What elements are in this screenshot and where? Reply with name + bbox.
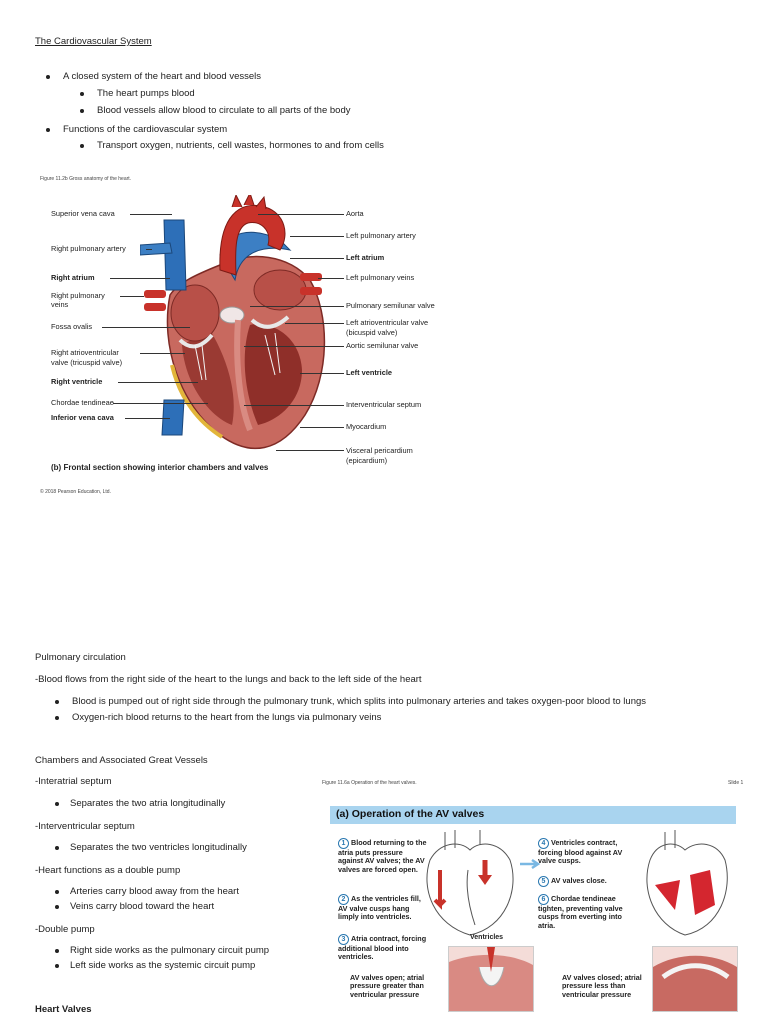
step-number: 3 <box>338 934 349 945</box>
bullet-text: Right side works as the pulmonary circuit pump <box>70 945 270 956</box>
bullet-text: Oxygen-rich blood returns to the heart from the lungs via pulmonary veins <box>72 712 382 723</box>
bullet-text: Separates the two atria longitudinally <box>70 798 226 809</box>
label-right-pulmonary-veins-2: veins <box>51 300 69 309</box>
heart-sketch-closed <box>635 830 735 940</box>
bullet-dot <box>55 802 59 806</box>
label-myocardium: Myocardium <box>346 422 387 431</box>
step-text: Blood returning to the atria puts pressure against AV valves; the AV valves are forced open. <box>338 838 427 874</box>
step-3 <box>338 934 428 962</box>
bullet-dot <box>80 109 84 113</box>
step-text: Chordae tendineae tighten, preventing valve cusps from everting into atria. <box>538 894 623 930</box>
label-epicardium: (epicardium) <box>346 456 388 465</box>
page-title: The Cardiovascular System <box>35 36 152 47</box>
section-heading: Chambers and Associated Great Vessels <box>35 755 208 766</box>
label-left-ventricle: Left ventricle <box>346 368 393 377</box>
label-left-pulmonary-veins: Left pulmonary veins <box>346 273 415 282</box>
label-right-ventricle: Right ventricle <box>51 377 103 386</box>
bullet-text: A closed system of the heart and blood vessels <box>63 71 262 82</box>
figure-caption: Figure 11.2b Gross anatomy of the heart. <box>40 176 132 182</box>
section-line: -Double pump <box>35 924 95 935</box>
leader-line <box>146 249 152 250</box>
step-1 <box>338 838 428 874</box>
label-fossa-ovalis: Fossa ovalis <box>51 322 93 331</box>
label-right-pulmonary-artery: Right pulmonary artery <box>51 244 126 253</box>
label-right-pulmonary-veins: Right pulmonary <box>51 291 105 300</box>
leader-line <box>290 258 344 259</box>
leader-line <box>250 306 344 307</box>
bullet-text: Veins carry blood toward the heart <box>70 901 215 912</box>
label-left-av-valve: Left atrioventricular valve <box>346 318 429 327</box>
step-text: Atria contract, forcing additional blood into ventricles. <box>338 934 427 962</box>
ventricles-label: Ventricles <box>470 934 504 941</box>
section-heading: Pulmonary circulation <box>35 652 126 663</box>
bullet-text: Blood is pumped out of right side through the pulmonary trunk, which splits into pulmonary arteries and takes oxygen-poor blood to lungs <box>72 696 647 707</box>
step-2 <box>338 894 428 922</box>
closed-caption: AV valves closed; atrial pressure less than ventricular pressure <box>562 973 642 999</box>
label-left-pulmonary-artery: Left pulmonary artery <box>346 231 416 240</box>
section-line: -Interatrial septum <box>35 776 112 787</box>
open-caption: AV valves open; atrial pressure greater than ventricular pressure <box>350 973 425 999</box>
figure-caption: Figure 11.6a Operation of the heart valves. <box>322 780 417 786</box>
panel-header-text: (a) Operation of the AV valves <box>336 808 485 820</box>
step-number: 6 <box>538 894 549 905</box>
figure-subtitle: (b) Frontal section showing interior chambers and valves <box>51 463 269 472</box>
leader-line <box>102 327 190 328</box>
leader-line <box>110 278 170 279</box>
valve-closed-photo <box>652 946 738 1012</box>
leader-line <box>120 296 144 297</box>
figure-copyright: © 2018 Pearson Education, Ltd. <box>40 489 111 495</box>
label-chordae-tendineae: Chordae tendineae <box>51 398 114 407</box>
bullet-dot <box>55 890 59 894</box>
heart-sketch-open <box>410 830 530 940</box>
leader-line <box>290 236 344 237</box>
slide-number: Slide 1 <box>728 780 744 786</box>
label-visceral-pericardium: Visceral pericardium <box>346 446 413 455</box>
leader-line <box>140 353 185 354</box>
label-superior-vena-cava: Superior vena cava <box>51 209 115 218</box>
step-text: Ventricles contract, forcing blood against AV valve cusps. <box>538 838 623 866</box>
section-heading: Heart Valves <box>35 1004 92 1015</box>
step-text: As the ventricles fill, AV valve cusps hang limply into ventricles. <box>338 894 421 922</box>
bullet-text: Arteries carry blood away from the heart <box>70 886 239 897</box>
leader-line <box>125 418 170 419</box>
label-right-atrium: Right atrium <box>51 273 95 282</box>
label-aorta: Aorta <box>346 209 364 218</box>
leader-line <box>276 450 344 451</box>
bullet-dot <box>55 700 59 704</box>
label-aortic-semilunar-valve: Aortic semilunar valve <box>346 341 419 350</box>
step-5 <box>538 876 638 887</box>
bullet-text: Left side works as the systemic circuit pump <box>70 960 256 971</box>
bullet-dot <box>46 75 50 79</box>
step-number: 4 <box>538 838 549 849</box>
step-number: 1 <box>338 838 349 849</box>
bullet-dot <box>55 964 59 968</box>
section-line: -Heart functions as a double pump <box>35 865 181 876</box>
bullet-dot <box>55 905 59 909</box>
leader-line <box>285 323 344 324</box>
bullet-dot <box>55 716 59 720</box>
bullet-text: Functions of the cardiovascular system <box>63 124 228 135</box>
label-right-av-valve: Right atrioventricular <box>51 348 119 357</box>
label-inferior-vena-cava: Inferior vena cava <box>51 413 114 422</box>
bullet-dot <box>55 846 59 850</box>
leader-line <box>130 214 172 215</box>
bullet-dot <box>80 92 84 96</box>
step-number: 5 <box>538 876 549 887</box>
step-6 <box>538 894 638 930</box>
bullet-dot <box>80 144 84 148</box>
bullet-text: Blood vessels allow blood to circulate to all parts of the body <box>97 105 351 116</box>
bullet-dot <box>55 949 59 953</box>
leader-line <box>300 373 344 374</box>
leader-line <box>258 214 344 215</box>
av-valves-panel <box>330 806 736 1016</box>
leader-line <box>318 278 344 279</box>
step-text: AV valves close. <box>551 876 607 885</box>
valve-open-photo <box>448 946 534 1012</box>
label-left-av-valve-2: (bicuspid valve) <box>346 328 398 337</box>
bullet-text: The heart pumps blood <box>97 88 195 99</box>
bullet-text: Separates the two ventricles longitudinally <box>70 842 247 853</box>
label-interventricular-septum: Interventricular septum <box>346 400 422 409</box>
label-right-av-valve-2: valve (tricuspid valve) <box>51 358 123 367</box>
leader-line <box>300 427 344 428</box>
leader-line <box>113 403 208 404</box>
leader-line <box>118 382 198 383</box>
panel-header <box>330 806 736 824</box>
step-number: 2 <box>338 894 349 905</box>
label-pulmonary-semilunar-valve: Pulmonary semilunar valve <box>346 301 435 310</box>
label-left-atrium: Left atrium <box>346 253 385 262</box>
bullet-dot <box>46 128 50 132</box>
leader-line <box>244 346 344 347</box>
section-line: -Blood flows from the right side of the heart to the lungs and back to the left side of the heart <box>35 674 422 685</box>
step-4 <box>538 838 638 866</box>
bullet-text: Transport oxygen, nutrients, cell wastes, hormones to and from cells <box>97 140 384 151</box>
section-line: -Interventricular septum <box>35 821 135 832</box>
leader-line <box>244 405 344 406</box>
